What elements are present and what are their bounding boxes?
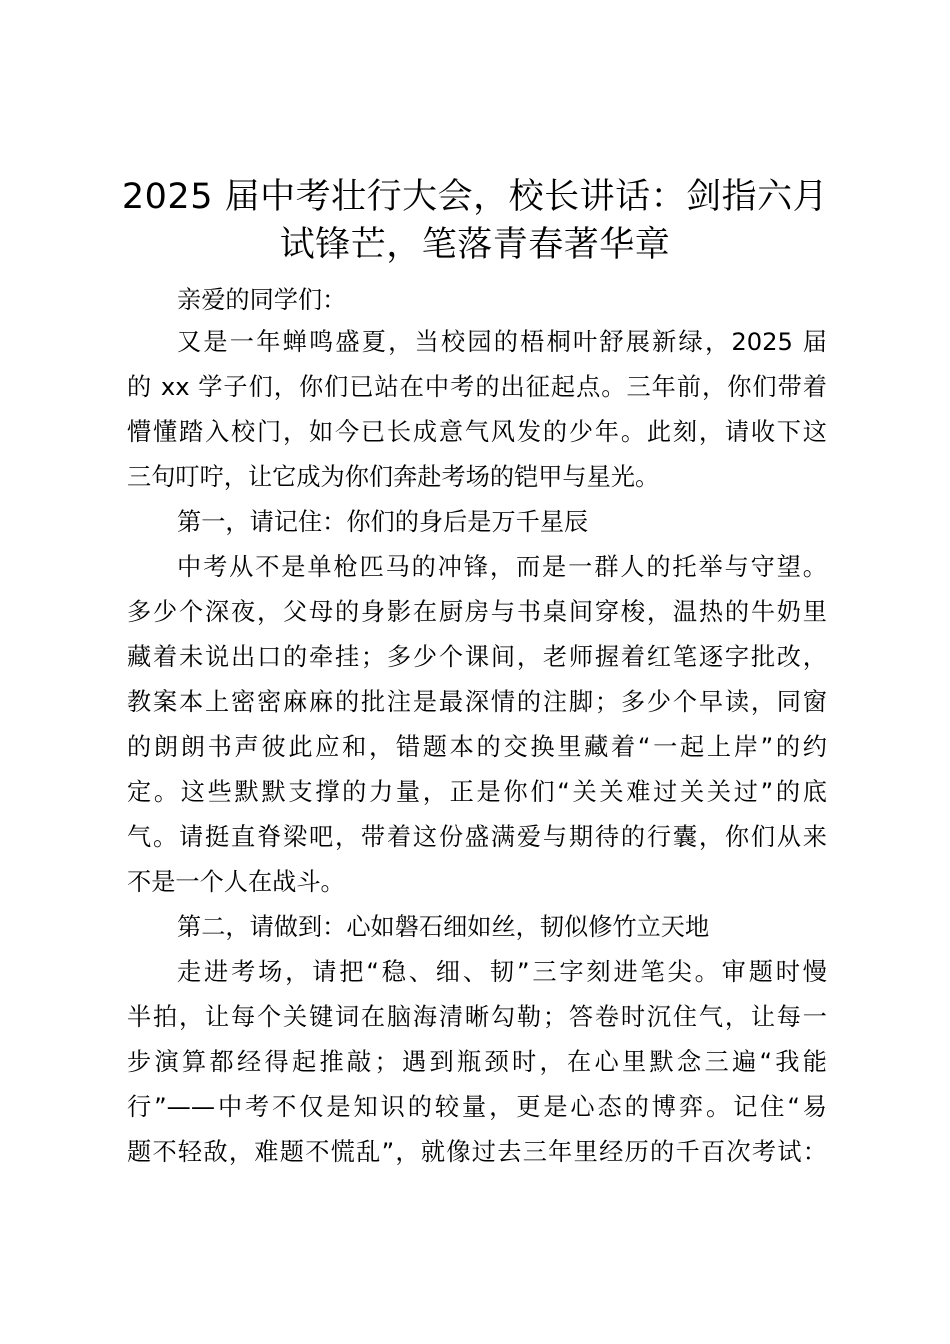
paragraph-line: 的 xx 学子们，你们已站在中考的出征起点。三年前，你们带着 bbox=[127, 373, 827, 401]
paragraph-line: 不是一个人在战斗。 bbox=[127, 868, 345, 896]
section-heading-1: 第一，请记住：你们的身后是万千星辰 bbox=[177, 508, 589, 536]
paragraph-line: 步演算都经得起推敲；遇到瓶颈时，在心里默念三遍“我能 bbox=[127, 1048, 827, 1076]
paragraph-line: 半拍，让每个关键词在脑海清晰勾勒；答卷时沉住气，让每一 bbox=[127, 1003, 827, 1031]
paragraph-line: 又是一年蝉鸣盛夏，当校园的梧桐叶舒展新绿，2025 届 bbox=[177, 328, 827, 356]
paragraph-line: 定。这些默默支撑的力量，正是你们“关关难过关关过”的底 bbox=[127, 778, 827, 806]
paragraph-line: 多少个深夜，父母的身影在厨房与书桌间穿梭，温热的牛奶里 bbox=[127, 598, 827, 626]
paragraph-line: 教案本上密密麻麻的批注是最深情的注脚；多少个早读，同窗 bbox=[127, 688, 827, 716]
paragraph-line: 的朗朗书声彼此应和，错题本的交换里藏着“一起上岸”的约 bbox=[127, 733, 827, 761]
document-title-line-1: 2025 届中考壮行大会，校长讲话：剑指六月 bbox=[121, 177, 829, 217]
paragraph-line: 行”——中考不仅是知识的较量，更是心态的博弈。记住“易 bbox=[127, 1093, 827, 1121]
paragraph-line: 走进考场，请把“稳、细、韧”三字刻进笔尖。审题时慢 bbox=[177, 958, 827, 986]
paragraph-line: 题不轻敌，难题不慌乱”，就像过去三年里经历的千百次考试： bbox=[127, 1138, 827, 1166]
section-heading-2: 第二，请做到：心如磐石细如丝，韧似修竹立天地 bbox=[177, 913, 710, 941]
salutation: 亲爱的同学们： bbox=[177, 286, 347, 314]
paragraph-line: 懵懂踏入校门，如今已长成意气风发的少年。此刻，请收下这 bbox=[127, 418, 827, 446]
paragraph-line: 藏着未说出口的牵挂；多少个课间，老师握着红笔逐字批改， bbox=[127, 643, 827, 671]
paragraph-line: 气。请挺直脊梁吧，带着这份盛满爱与期待的行囊，你们从来 bbox=[127, 823, 827, 851]
paragraph-line: 三句叮咛，让它成为你们奔赴考场的铠甲与星光。 bbox=[127, 463, 660, 491]
paragraph-line: 中考从不是单枪匹马的冲锋，而是一群人的托举与守望。 bbox=[177, 553, 827, 581]
document-title-line-2: 试锋芒，笔落青春著华章 bbox=[279, 225, 671, 265]
